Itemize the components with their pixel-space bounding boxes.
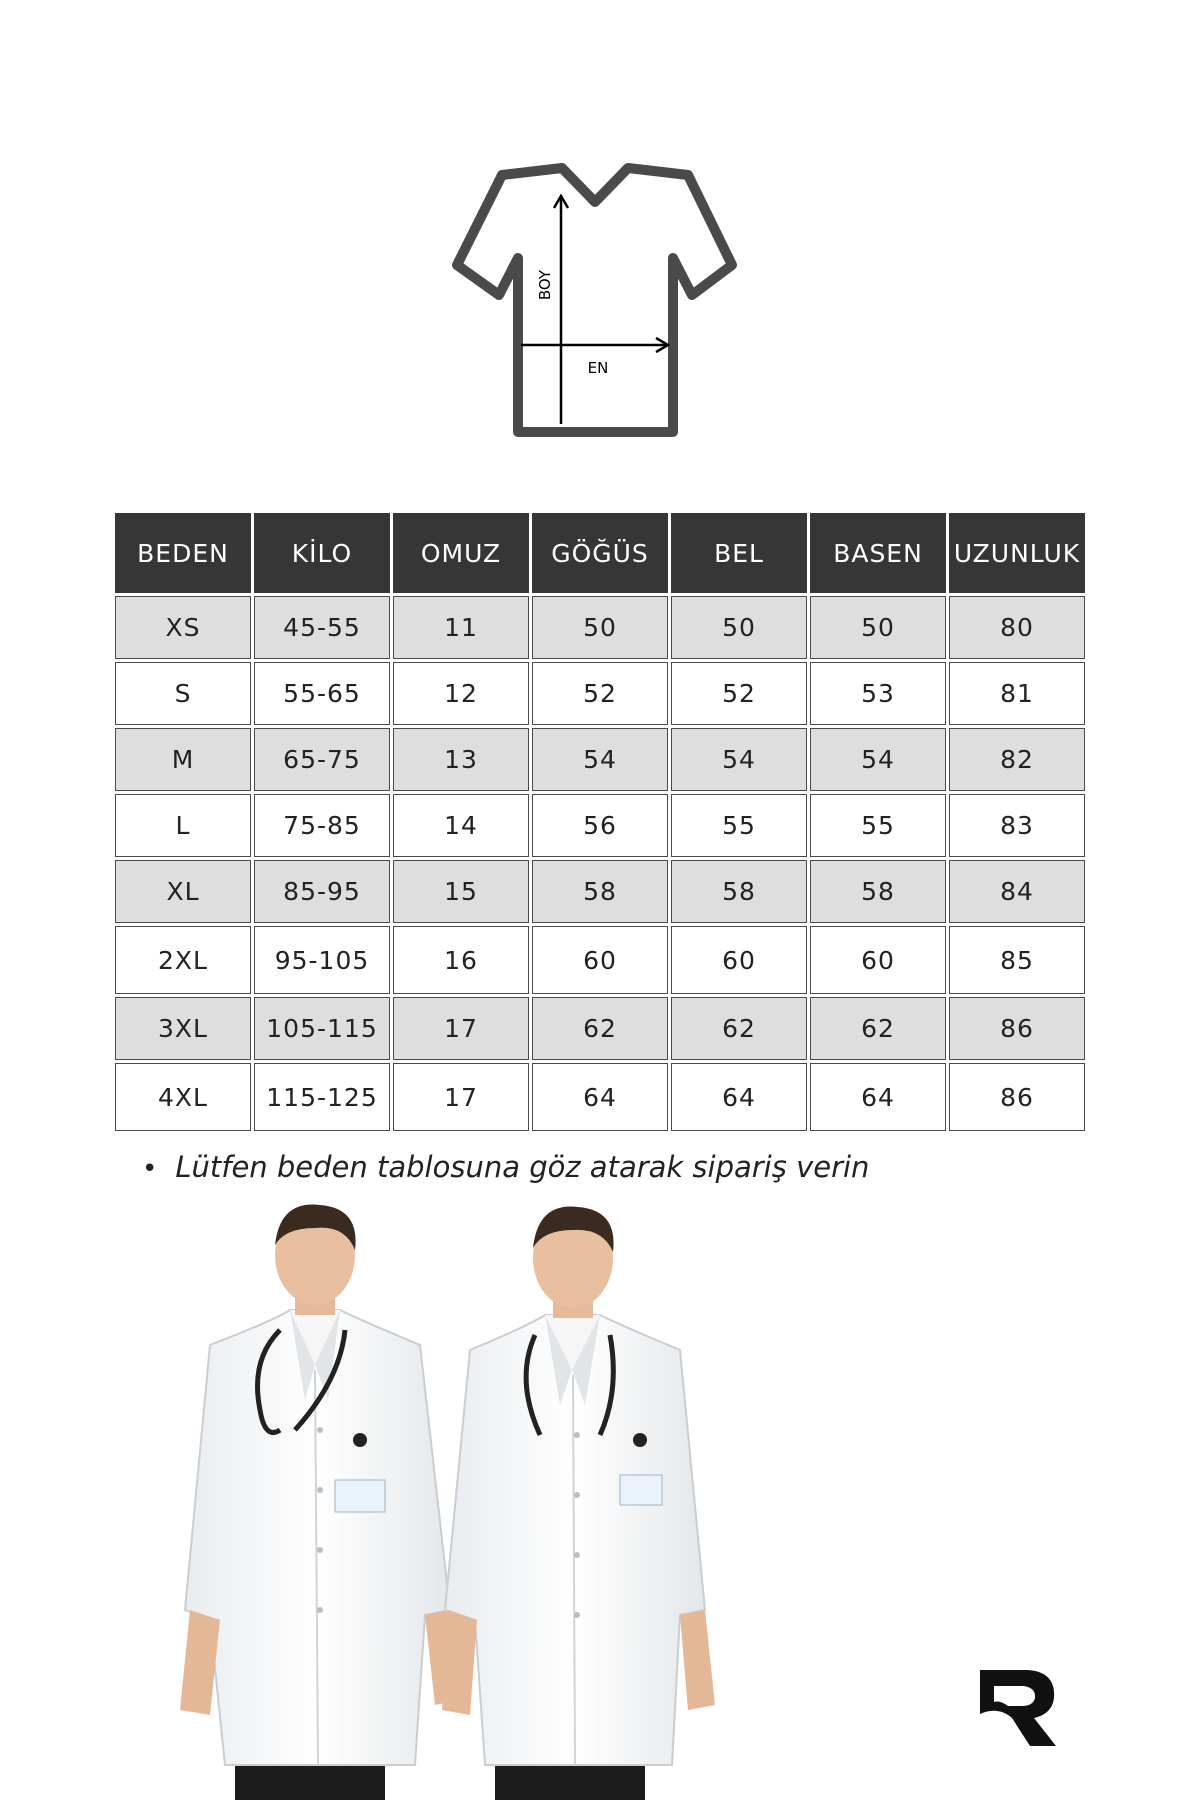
- height-label: BOY: [536, 269, 554, 301]
- table-cell: 52: [671, 662, 807, 725]
- table-cell: 54: [810, 728, 946, 791]
- table-cell: 62: [532, 997, 668, 1060]
- table-cell: 53: [810, 662, 946, 725]
- model-left: [180, 1205, 460, 1800]
- header-beden: BEDEN: [115, 513, 251, 593]
- table-cell: XL: [115, 860, 251, 923]
- table-cell: 17: [393, 997, 529, 1060]
- table-cell: 95-105: [254, 926, 390, 994]
- table-cell: 82: [949, 728, 1085, 791]
- table-cell: 105-115: [254, 997, 390, 1060]
- table-cell: 55-65: [254, 662, 390, 725]
- table-cell: XS: [115, 596, 251, 659]
- table-cell: 80: [949, 596, 1085, 659]
- table-cell: 86: [949, 1063, 1085, 1131]
- table-cell: 54: [671, 728, 807, 791]
- table-cell: 17: [393, 1063, 529, 1131]
- table-cell: 86: [949, 997, 1085, 1060]
- table-cell: 58: [671, 860, 807, 923]
- table-cell: 52: [532, 662, 668, 725]
- table-row: [115, 926, 1085, 994]
- table-cell: 115-125: [254, 1063, 390, 1131]
- table-cell: 50: [671, 596, 807, 659]
- table-cell: 60: [671, 926, 807, 994]
- table-cell: 55: [810, 794, 946, 857]
- table-cell: 83: [949, 794, 1085, 857]
- table-cell: 2XL: [115, 926, 251, 994]
- table-row: [115, 794, 1085, 857]
- header-basen: BASEN: [810, 513, 946, 593]
- size-chart-table: [112, 510, 1088, 1134]
- header-gogus: GÖĞÜS: [532, 513, 668, 593]
- table-cell: 50: [532, 596, 668, 659]
- table-cell: 13: [393, 728, 529, 791]
- table-row: [115, 662, 1085, 725]
- order-note: • Lütfen beden tablosuna göz atarak sipariş verin: [142, 1150, 869, 1184]
- table-cell: 84: [949, 860, 1085, 923]
- table-row: [115, 997, 1085, 1060]
- order-note-list: [142, 1150, 869, 1184]
- table-cell: 62: [671, 997, 807, 1060]
- doctor-lab-coat-photo: [180, 1190, 780, 1800]
- header-omuz: OMUZ: [393, 513, 529, 593]
- table-cell: S: [115, 662, 251, 725]
- table-cell: 56: [532, 794, 668, 857]
- width-label: EN: [587, 359, 609, 377]
- header-kilo: KİLO: [254, 513, 390, 593]
- table-cell: 62: [810, 997, 946, 1060]
- table-cell: 50: [810, 596, 946, 659]
- table-cell: M: [115, 728, 251, 791]
- table-cell: 75-85: [254, 794, 390, 857]
- table-cell: 15: [393, 860, 529, 923]
- table-cell: L: [115, 794, 251, 857]
- table-cell: 4XL: [115, 1063, 251, 1131]
- table-cell: 55: [671, 794, 807, 857]
- brand-logo-icon: [978, 1668, 1058, 1748]
- table-cell: 64: [810, 1063, 946, 1131]
- header-uzunluk: UZUNLUK: [949, 513, 1085, 593]
- table-cell: 12: [393, 662, 529, 725]
- model-right: [442, 1207, 715, 1800]
- table-row: [115, 596, 1085, 659]
- table-cell: 14: [393, 794, 529, 857]
- table-cell: 58: [810, 860, 946, 923]
- header-bel: BEL: [671, 513, 807, 593]
- table-cell: 64: [671, 1063, 807, 1131]
- table-cell: 54: [532, 728, 668, 791]
- table-cell: 58: [532, 860, 668, 923]
- table-cell: 60: [810, 926, 946, 994]
- table-row: [115, 1063, 1085, 1131]
- tshirt-outline: [457, 168, 732, 432]
- table-cell: 11: [393, 596, 529, 659]
- table-cell: 81: [949, 662, 1085, 725]
- table-cell: 16: [393, 926, 529, 994]
- table-cell: 65-75: [254, 728, 390, 791]
- table-cell: 85-95: [254, 860, 390, 923]
- table-row: [115, 860, 1085, 923]
- tshirt-measurement-diagram: [430, 160, 770, 450]
- table-cell: 45-55: [254, 596, 390, 659]
- table-cell: 85: [949, 926, 1085, 994]
- table-cell: 3XL: [115, 997, 251, 1060]
- table-row: [115, 728, 1085, 791]
- table-header-row: [115, 513, 1085, 593]
- table-cell: 60: [532, 926, 668, 994]
- table-cell: 64: [532, 1063, 668, 1131]
